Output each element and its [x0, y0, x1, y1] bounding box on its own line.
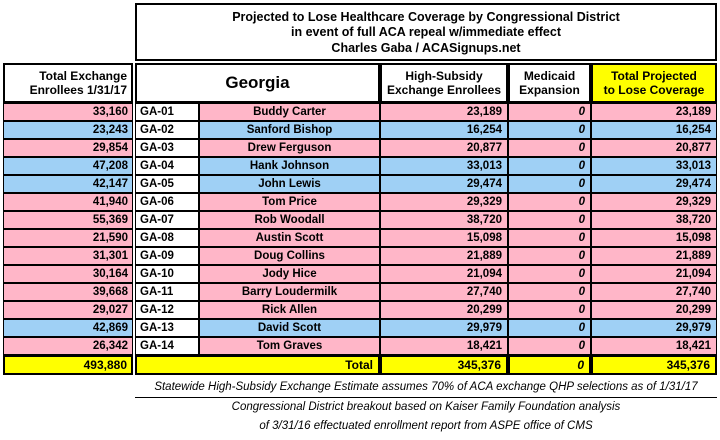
- total-label: Total: [135, 355, 380, 375]
- cell-high-subsidy: 18,421: [380, 337, 508, 355]
- cell-medicaid: 0: [508, 319, 591, 337]
- title-line-1: Projected to Lose Healthcare Coverage by Congressional District: [232, 9, 620, 24]
- footnote-3: of 3/31/16 effectuated enrollment report from ASPE office of CMS: [259, 419, 593, 432]
- cell-high-subsidy: 29,474: [380, 175, 508, 193]
- cell-total-projected: 21,094: [591, 265, 717, 283]
- cell-district: GA-11: [135, 283, 199, 301]
- cell-total-projected: 38,720: [591, 211, 717, 229]
- cell-high-subsidy: 38,720: [380, 211, 508, 229]
- cell-total-enrollees: 29,854: [3, 139, 133, 157]
- cell-medicaid: 0: [508, 265, 591, 283]
- table-row: [0, 247, 720, 265]
- column-header-high-subsidy: [380, 63, 508, 103]
- table-row: [0, 121, 720, 139]
- column-header-state: Georgia: [135, 63, 380, 103]
- table-row: [0, 337, 720, 355]
- cell-total-enrollees: 41,940: [3, 193, 133, 211]
- cell-total-projected: 15,098: [591, 229, 717, 247]
- cell-total-projected: 20,299: [591, 301, 717, 319]
- header-total-line-2: to Lose Coverage: [603, 83, 705, 97]
- cell-total-enrollees: 47,208: [3, 157, 133, 175]
- table-total-row: [0, 355, 720, 375]
- cell-total-enrollees: 26,342: [3, 337, 133, 355]
- title-block: [135, 3, 717, 61]
- column-header-medicaid-expansion: [508, 63, 591, 103]
- cell-district: GA-14: [135, 337, 199, 355]
- cell-representative: John Lewis: [199, 175, 380, 193]
- cell-district: GA-06: [135, 193, 199, 211]
- cell-representative: Buddy Carter: [199, 103, 380, 121]
- table-body: [0, 103, 720, 355]
- header-medicaid-line-2: Expansion: [519, 83, 580, 97]
- cell-medicaid: 0: [508, 193, 591, 211]
- header-enrollees-line-1: Total Exchange: [39, 69, 127, 83]
- header-total-line-1: Total Projected: [611, 69, 697, 83]
- cell-medicaid: 0: [508, 229, 591, 247]
- title-attribution: Charles Gaba / ACASignups.net: [331, 40, 521, 55]
- cell-total-projected: 33,013: [591, 157, 717, 175]
- footnote-1: Statewide High-Subsidy Exchange Estimate assumes 70% of ACA exchange QHP selections as of 1/31/17: [154, 380, 698, 393]
- cell-district: GA-12: [135, 301, 199, 319]
- total-medicaid: 0: [508, 355, 591, 375]
- cell-total-projected: 21,889: [591, 247, 717, 265]
- cell-representative: Rob Woodall: [199, 211, 380, 229]
- cell-high-subsidy: 33,013: [380, 157, 508, 175]
- cell-total-projected: 18,421: [591, 337, 717, 355]
- cell-representative: Tom Graves: [199, 337, 380, 355]
- table-row: [0, 103, 720, 121]
- cell-medicaid: 0: [508, 139, 591, 157]
- cell-representative: Sanford Bishop: [199, 121, 380, 139]
- table-row: [0, 301, 720, 319]
- table-row: [0, 139, 720, 157]
- table-row: [0, 283, 720, 301]
- title-line-2: in event of full ACA repeal w/immediate effect: [291, 24, 561, 39]
- cell-total-enrollees: 23,243: [3, 121, 133, 139]
- table-row: [0, 193, 720, 211]
- cell-total-projected: 27,740: [591, 283, 717, 301]
- cell-medicaid: 0: [508, 121, 591, 139]
- header-high-subsidy-line-2: Exchange Enrollees: [386, 83, 502, 97]
- table-row: [0, 265, 720, 283]
- cell-district: GA-04: [135, 157, 199, 175]
- cell-total-projected: 29,474: [591, 175, 717, 193]
- cell-representative: Drew Ferguson: [199, 139, 380, 157]
- cell-medicaid: 0: [508, 283, 591, 301]
- header-enrollees-line-2: Enrollees 1/31/17: [29, 83, 127, 97]
- cell-high-subsidy: 23,189: [380, 103, 508, 121]
- cell-district: GA-05: [135, 175, 199, 193]
- table-row: [0, 157, 720, 175]
- cell-district: GA-10: [135, 265, 199, 283]
- cell-medicaid: 0: [508, 103, 591, 121]
- cell-representative: Hank Johnson: [199, 157, 380, 175]
- cell-total-enrollees: 33,160: [3, 103, 133, 121]
- cell-medicaid: 0: [508, 301, 591, 319]
- header-medicaid-line-1: Medicaid: [523, 69, 576, 83]
- cell-district: GA-02: [135, 121, 199, 139]
- cell-district: GA-09: [135, 247, 199, 265]
- cell-district: GA-01: [135, 103, 199, 121]
- cell-total-enrollees: 31,301: [3, 247, 133, 265]
- table-row: [0, 175, 720, 193]
- cell-representative: Tom Price: [199, 193, 380, 211]
- cell-high-subsidy: 21,094: [380, 265, 508, 283]
- cell-total-enrollees: 55,369: [3, 211, 133, 229]
- cell-representative: Doug Collins: [199, 247, 380, 265]
- cell-representative: Austin Scott: [199, 229, 380, 247]
- table-row: [0, 319, 720, 337]
- cell-district: GA-07: [135, 211, 199, 229]
- cell-medicaid: 0: [508, 247, 591, 265]
- cell-representative: Rick Allen: [199, 301, 380, 319]
- cell-representative: Barry Loudermilk: [199, 283, 380, 301]
- cell-total-enrollees: 29,027: [3, 301, 133, 319]
- total-high-subsidy: 345,376: [380, 355, 508, 375]
- cell-total-projected: 29,979: [591, 319, 717, 337]
- column-header-total-projected: [591, 63, 717, 103]
- column-header-total-exchange-enrollees: [3, 63, 133, 103]
- cell-total-enrollees: 30,164: [3, 265, 133, 283]
- cell-high-subsidy: 20,299: [380, 301, 508, 319]
- cell-total-projected: 23,189: [591, 103, 717, 121]
- cell-total-projected: 16,254: [591, 121, 717, 139]
- cell-total-enrollees: 42,147: [3, 175, 133, 193]
- cell-medicaid: 0: [508, 157, 591, 175]
- cell-total-enrollees: 39,668: [3, 283, 133, 301]
- cell-high-subsidy: 15,098: [380, 229, 508, 247]
- footnote-2: Congressional District breakout based on Kaiser Family Foundation analysis: [231, 400, 621, 413]
- header-high-subsidy-line-1: High-Subsidy: [405, 69, 483, 83]
- cell-high-subsidy: 16,254: [380, 121, 508, 139]
- footnotes: [135, 376, 717, 437]
- cell-medicaid: 0: [508, 175, 591, 193]
- cell-representative: Jody Hice: [199, 265, 380, 283]
- total-projected: 345,376: [591, 355, 717, 375]
- cell-high-subsidy: 21,889: [380, 247, 508, 265]
- cell-district: GA-03: [135, 139, 199, 157]
- cell-district: GA-13: [135, 319, 199, 337]
- total-enrollees: 493,880: [3, 355, 133, 375]
- cell-total-projected: 29,329: [591, 193, 717, 211]
- cell-medicaid: 0: [508, 337, 591, 355]
- cell-total-enrollees: 42,869: [3, 319, 133, 337]
- cell-total-projected: 20,877: [591, 139, 717, 157]
- cell-district: GA-08: [135, 229, 199, 247]
- cell-high-subsidy: 29,329: [380, 193, 508, 211]
- cell-high-subsidy: 20,877: [380, 139, 508, 157]
- cell-medicaid: 0: [508, 211, 591, 229]
- cell-high-subsidy: 27,740: [380, 283, 508, 301]
- cell-total-enrollees: 21,590: [3, 229, 133, 247]
- cell-high-subsidy: 29,979: [380, 319, 508, 337]
- table-row: [0, 229, 720, 247]
- table-row: [0, 211, 720, 229]
- cell-representative: David Scott: [199, 319, 380, 337]
